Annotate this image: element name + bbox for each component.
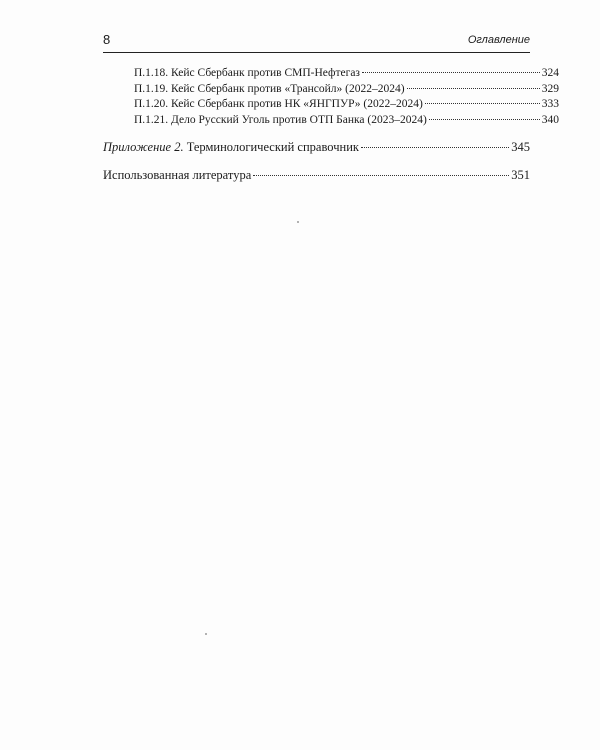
toc-entry-references (103, 167, 530, 183)
table-of-contents (103, 66, 559, 183)
toc-entry-title: П.1.19. Кейс Сбербанк против «Трансойл» (2022–2024) (134, 82, 405, 95)
toc-entry-p1-21 (103, 113, 559, 129)
dot-leader (429, 119, 540, 120)
toc-entry-p1-20 (103, 97, 559, 113)
dot-leader (253, 175, 509, 176)
toc-entry-p1-18 (103, 66, 559, 82)
dot-leader (361, 147, 509, 148)
toc-entry-page: 340 (541, 113, 559, 126)
scan-speck (205, 633, 207, 635)
toc-entry-page: 329 (541, 82, 559, 95)
toc-entry-title: П.1.20. Кейс Сбербанк против НК «ЯНГПУР» (2022–2024) (134, 98, 423, 110)
toc-entry-title: П.1.21. Дело Русский Уголь против ОТП Банка (2023–2024) (134, 113, 427, 126)
appendix-label: Приложение 2. (103, 140, 184, 154)
toc-entry-title (103, 139, 359, 155)
page-header (103, 32, 530, 50)
dot-leader (407, 88, 540, 89)
running-head: Оглавление (467, 34, 530, 46)
toc-entry-title: П.1.18. Кейс Сбербанк против СМП-Нефтегаз (134, 67, 360, 79)
toc-entry-page: 333 (541, 98, 559, 110)
toc-entry-appendix-2 (103, 139, 530, 155)
toc-entry-p1-19 (103, 82, 559, 98)
scan-speck (297, 221, 299, 223)
toc-entry-page: 324 (541, 67, 559, 79)
appendix-title: Терминологический справочник (183, 140, 359, 154)
dot-leader (362, 72, 540, 73)
header-rule (103, 52, 530, 53)
page-number: 8 (103, 32, 111, 47)
toc-entry-title: Использованная литература (103, 168, 252, 182)
toc-entry-page: 345 (511, 140, 530, 154)
toc-entry-page: 351 (511, 168, 530, 182)
dot-leader (425, 103, 540, 104)
